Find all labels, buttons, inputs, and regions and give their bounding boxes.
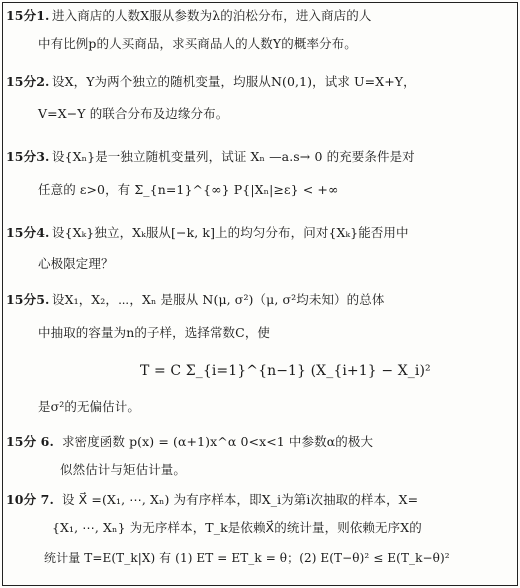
problem-text-line: 进入商店的人数X服从参数为λ的泊松分布，进入商店的人: [52, 8, 372, 23]
problem-label: 15分4.: [6, 225, 50, 240]
problem-text-line: 是σ²的无偏估计。: [38, 399, 140, 414]
problem-text-line: 设X₁，X₂，⋯，Xₙ 是服从 N(μ, σ²)（μ, σ²均未知）的总体: [52, 292, 385, 307]
problem-label: 15分3.: [6, 149, 50, 164]
problem-text-line: 设 X⃗ =(X₁, ⋯, Xₙ) 为有序样本，即X_i为第i次抽取的样本，X=: [62, 492, 419, 507]
problem-text-line: 设{Xₙ}是一独立随机变量列，试证 Xₙ —a.s→ 0 的充要条件是对: [52, 149, 415, 164]
problem-text-line: 似然估计与矩估计量。: [60, 462, 187, 477]
problem-text-line: 心极限定理？: [38, 256, 114, 271]
problem-label: 15分 6.: [6, 434, 54, 449]
problem-text-line: 中抽取的容量为n的子样，选择常数C，使: [38, 325, 271, 340]
problem-text-line: {X₁, ⋯, Xₙ} 为无序样本，T_k是依赖X⃗的统计量，则依赖无序X的: [52, 520, 422, 535]
problem-label: 15分5.: [6, 292, 50, 307]
problem-text-line: 任意的 ε>0，有 Σ_{n=1}^{∞} P{|Xₙ|≥ε} < +∞: [38, 182, 339, 197]
problem-text-line: 统计量 T=E(T_k|X) 有 (1) ET = ET_k = θ；(2) E(T−θ)² ≤ E(T_k−θ)²: [44, 551, 450, 565]
problem-text-line: 求密度函数 p(x) = (α+1)x^α 0<x<1 中参数α的极大: [62, 434, 374, 449]
problem-label: 15分1.: [6, 8, 50, 23]
problem-text-line: 设X，Y为两个独立的随机变量，均服从N(0,1)，试求 U=X+Y，: [52, 74, 416, 89]
problem-text-line: 中有比例p的人买商品，求买商品人的人数Y的概率分布。: [38, 36, 357, 51]
problem-label: 15分2.: [6, 74, 50, 89]
problem-label: 10分 7.: [6, 492, 54, 507]
formula-line: T = C Σ_{i=1}^{n−1} (X_{i+1} − X_i)²: [140, 363, 431, 379]
problem-text-line: 设{Xₖ}独立，Xₖ服从[−k, k]上的均匀分布，问对{Xₖ}能否用中: [52, 225, 409, 240]
problem-text-line: V=X−Y 的联合分布及边缘分布。: [38, 106, 229, 121]
